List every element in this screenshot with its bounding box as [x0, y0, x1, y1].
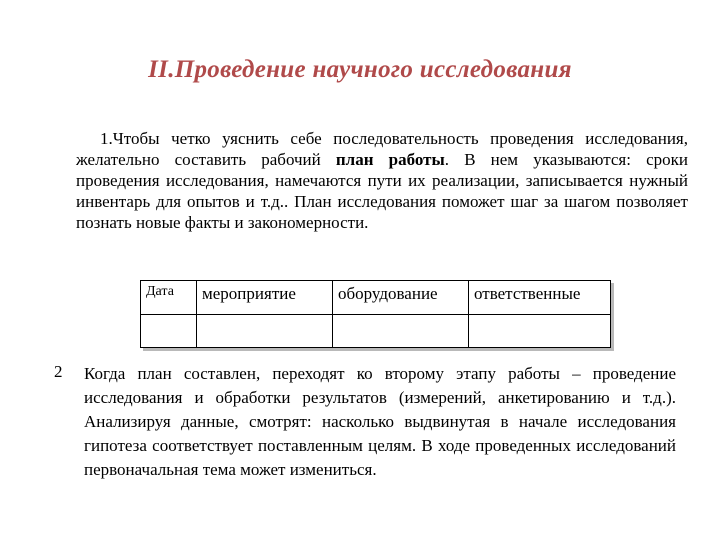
paragraph1-text-end: . В нем указываются: сроки проведения исследования, намечаются пути их реализации, записывается нужный инвентарь для опытов и т.д.. План исследования поможет шаг за шагом позволяет познать новые факты и закономерности.: [76, 150, 688, 232]
page-title: II.Проведение научного исследования: [148, 56, 572, 83]
table-cell: [469, 315, 611, 348]
paragraph1-bold-term: план работы: [335, 150, 445, 169]
header-equipment: оборудование: [333, 281, 469, 315]
paragraph-second-stage: Когда план составлен, переходят ко второму этапу работы – проведение исследования и обработки результатов (измерений, анкетированию и т.д.). Анализируя данные, смотрят: насколько выдвинутая в начале исследования гипотеза соответствует поставленным целям. В ходе проведенных исследований первоначальная тема может измениться.: [84, 364, 676, 479]
paragraph2-number: 2: [54, 362, 63, 381]
plan-table: [140, 280, 611, 348]
header-event: мероприятие: [197, 281, 333, 315]
table-row: [141, 315, 611, 348]
table-cell: [141, 315, 197, 348]
paragraph-plan-of-work: [76, 128, 688, 233]
table-cell: [333, 315, 469, 348]
header-responsible: ответственные: [469, 281, 611, 315]
header-date: Дата: [141, 281, 197, 315]
table-header-row: [141, 281, 611, 315]
paragraph1-text-start: 1.Чтобы четко уяснить себе последовательность проведения исследования, желательно составить рабочий: [76, 129, 688, 169]
table-cell: [197, 315, 333, 348]
